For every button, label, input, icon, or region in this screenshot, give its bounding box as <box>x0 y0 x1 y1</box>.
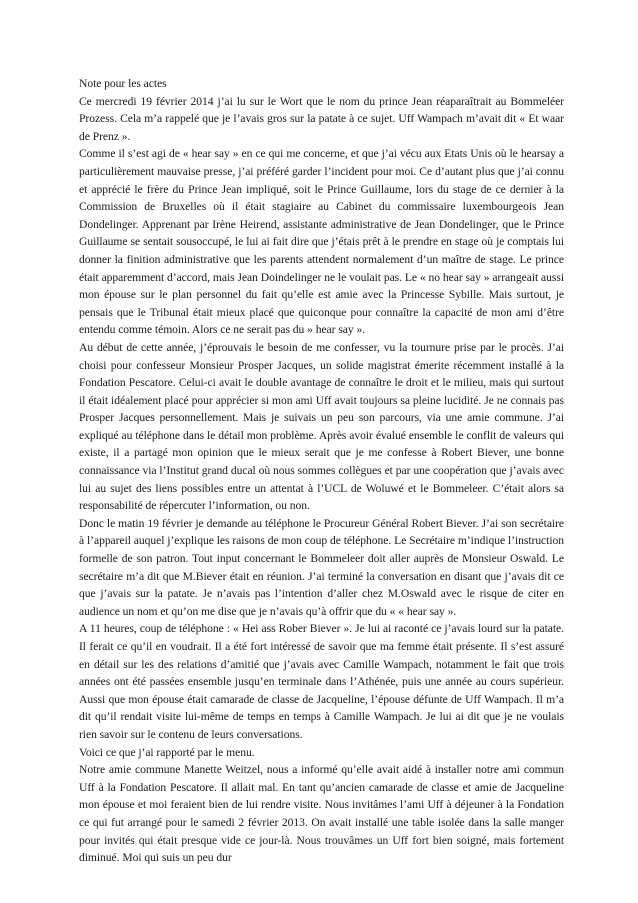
paragraph-wort-article: Ce mercredi 19 février 2014 j’ai lu sur le Wort que le nom du prince Jean réaparaîtrait au Bommeléer Prozess. Cela m’a rappelé que je l’avais gros sur la patate à ce sujet. Uff Wampach m’avait dit « Et waar de Prenz ». <box>79 94 564 143</box>
paragraph-report-intro: Voici ce que j’ai rapporté par le menu. <box>79 745 255 759</box>
paragraph-hearsay: Comme il s’est agi de « hear say » en ce qui me concerne, et que j’ai vécu aux Etats Unis où le hearsay a particulièrement mauvaise presse, j’ai préféré garder l’incident pour moi. Ce d’autant plus que j’ai connu et apprécié le frère du Prince Jean impliqué, soit le Prince Guillaume, lors du stage de ce dernier à la Commission de Bruxelles où il était stagiaire au Cabinet du commissaire luxembourgeois Jean Dondelinger. Apprenant par Irène Heirend, assistante administrative de Jean Dondelinger, que le Prince Guillaume se sentait sousoccupé, le lui ai fait dire que j’étais prêt à le prendre en stage où je comptais lui donner la finition administrative que les parents attendent normalement d’un maître de stage. Le prince était apparemment d’accord, mais Jean Doindelinger ne le voulait pas. Le « no hear say » arrangeait aussi mon épouse sur le plan personnel du fait qu’elle est amie avec la Princesse Sybille. Mais surtout, je pensais que le Tribunal était mieux placé que quiconque pour connaître la capacité de mon ami d’être entendu comme témoin. Alors ce ne serait pas du » hear say ». <box>79 147 564 337</box>
document-body <box>79 75 564 867</box>
paragraph-phone-call: Donc le matin 19 février je demande au téléphone le Procureur Général Robert Biever. J’ai son secrétaire à l’appareil auquel j’explique les raisons de mon coup de téléphone. Le Secrétaire m’indique l’instruction formelle de son patron. Tout input concernant le Bommeleer doit aller auprès de Monsieur Oswald. Le secrétaire m’a dit que M.Biever était en réunion. J’ai terminé la conversation en disant que j’avais dit ce que j’avais sur la patate. Je n’avais pas l’intention d’aller chez M.Oswald avec le risque de citer en audience un nom et qu’on me dise que je n’avais qu’à offrir que du « « hear say ». <box>79 516 564 618</box>
paragraph-biever-call: A 11 heures, coup de téléphone : « Hei ass Rober Biever ». Je lui ai raconté ce j’avais lourd sur la patate. Il ferait ce qu’il en voudrait. Il a été fort intéressé de savoir que ma femme était présente. Il s’est assuré en détail sur les des relations d’amitié que j’avais avec Camille Wampach, notamment le fait que trois années ont été passées ensemble jusqu’en terminale dans l’Athénée, puis une année au cours supérieur. Aussi que mon épouse était camarade de classe de Jacqueline, l’épouse défunte de Uff Wampach. Il m’a dit qu’il rendait visite lui-même de temps en temps à Camille Wampach. Je lui ai dit que je ne voulais rien savoir sur le contenu de leurs conversations. <box>79 622 564 741</box>
paragraph-confession: Au début de cette année, j’éprouvais le besoin de me confesser, vu la tournure prise par le procès. J’ai choisi pour confesseur Monsieur Prosper Jacques, un solide magistrat émerite récemment installé à la Fondation Pescatore. Celui-ci avait le double avantage de connaître le droit et le milieu, mais qui surtout il était idéalement placé pour apprécier si mon ami Uff avait toujours sa pleine lucidité. Je ne connais pas Prosper Jacques personnellement. Mais je suivais un peu son parcours, via une amie commune. J’ai expliqué au téléphone dans le détail mon problème. Après avoir évalué ensemble le conflit de valeurs qui existe, il a partagé mon opinion que le mieux serait que je me confesse à Robert Biever, une bonne connaissance via l’Institut grand ducal où nous sommes collègues et par une coopération que j’avais avec lui au sujet des liens possibles entre un attentat à l’UCL de Woluwé et le Bommeleer. C’était alors sa responsabilité de répercuter l’information, ou non. <box>79 340 564 513</box>
document-title: Note pour les actes <box>79 77 167 90</box>
paragraph-visit: Notre amie commune Manette Weitzel, nous a informé qu’elle avait aidé à installer notre ami commun Uff à la Fondation Pescatore. Il allait mal. En tant qu’ancien camarade de classe et amie de Jacqueline mon épouse et moi feraient bien de lui rendre visite. Nous invitâmes l’ami Uff à déjeuner à la Fondation ce qui fut arrangé pour le samedi 2 février 2013. On avait installé une table isolée dans la salle manger pour invités qui était presque vide ce jour-là. Nous trouvâmes un Uff fort bien soigné, mais fortement diminué. Moi qui suis un peu dur <box>79 763 564 865</box>
